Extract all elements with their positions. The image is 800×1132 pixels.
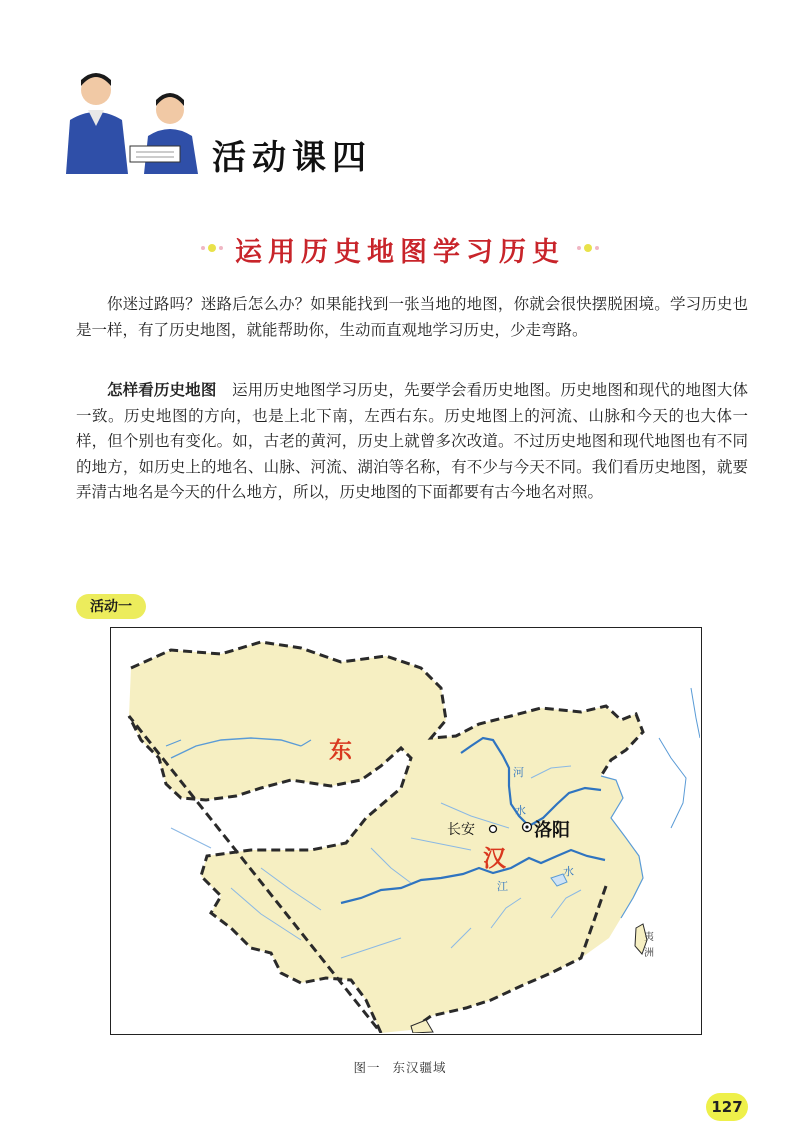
map-caption bbox=[0, 1058, 800, 1076]
activity-tag: 活动一 bbox=[76, 594, 146, 619]
lesson-title: 活动课四 bbox=[212, 138, 372, 178]
subtitle-text: 运用历史地图学习历史 bbox=[235, 237, 565, 268]
dot-decoration-icon bbox=[199, 238, 225, 258]
dot-decoration-icon bbox=[575, 238, 601, 258]
how-to-read-paragraph bbox=[76, 378, 748, 506]
city-luoyang-marker-dot bbox=[525, 825, 528, 828]
river-label-jiang: 江 bbox=[497, 880, 508, 893]
caption-title: 东汉疆域 bbox=[392, 1060, 447, 1075]
island-label-yi: 夷 bbox=[644, 932, 654, 943]
city-changan-label: 长安 bbox=[447, 822, 475, 838]
island-label-zhou: 洲 bbox=[644, 948, 654, 959]
caption-number: 图一 bbox=[353, 1060, 381, 1075]
korea-coast bbox=[659, 738, 686, 828]
page-number: 127 bbox=[706, 1093, 748, 1121]
students-illustration bbox=[58, 66, 208, 176]
intro-paragraph: 你迷过路吗？迷路后怎么办？如果能找到一张当地的地图，你就会很快摆脱困境。学习历史也是一样，有了历史地图，就能帮助你，生动而直观地学习历史，少走弯路。 bbox=[76, 295, 748, 339]
region-label-dong: 东 bbox=[329, 738, 352, 764]
river-label-he-shui: 水 bbox=[515, 804, 526, 817]
paragraph-body: 运用历史地图学习历史，先要学会看历史地图。历史地图和现代的地图大体一致。历史地图的方向，也是上北下南，左西右东。历史地图上的河流、山脉和今天的也大体一样，但个别也有变化。如，古老的黄河，历史上就曾多次改道。不过历史地图和现代地图也有不同的地方，如历史上的地名、山脉、河流、湖泊等名称，有不少与今天不同。我们看历史地图，就要弄清古地名是今天的什么地方，所以，历史地图的下面都要有古今地名对照。 bbox=[76, 381, 748, 501]
city-changan-marker bbox=[490, 826, 497, 833]
subtitle bbox=[199, 230, 601, 269]
japan-coast bbox=[691, 688, 700, 738]
paragraph-lead: 怎样看历史地图 bbox=[107, 381, 217, 399]
eastern-han-map bbox=[111, 628, 700, 1033]
river-label-he: 河 bbox=[513, 766, 524, 779]
subtitle-row bbox=[0, 230, 800, 274]
river-label-jiang-shui: 水 bbox=[563, 865, 574, 878]
city-luoyang-label: 洛阳 bbox=[534, 820, 570, 841]
region-label-han: 汉 bbox=[483, 846, 506, 872]
map-frame bbox=[110, 627, 702, 1035]
